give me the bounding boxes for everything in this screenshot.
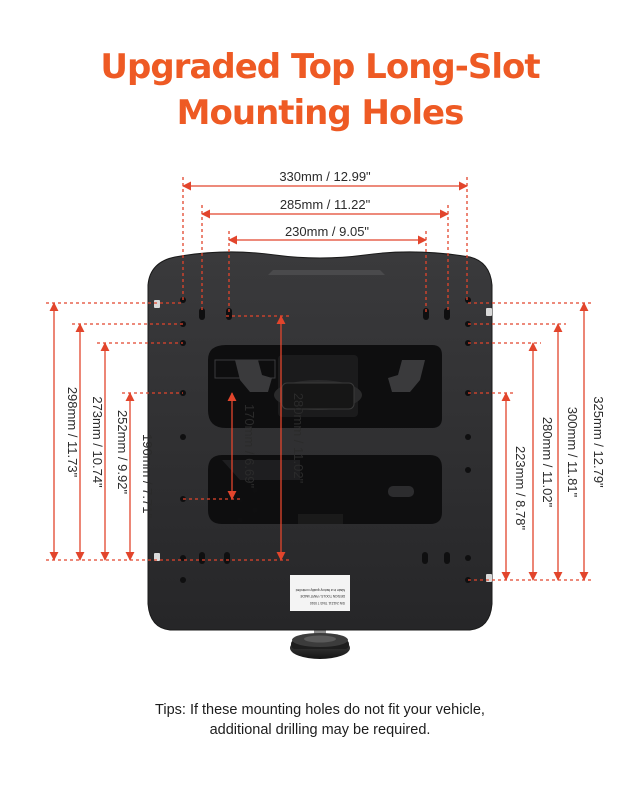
product-label bbox=[290, 575, 350, 611]
dim-325: 325mm / 12.79" bbox=[591, 396, 606, 488]
dim-196: 196mm / 7.71" bbox=[140, 433, 155, 519]
mounting-plate bbox=[148, 252, 492, 630]
dim-170: 170mm / 6.69" bbox=[242, 403, 257, 489]
label-line-2: DESIGN TOOLS / PART MADE bbox=[300, 594, 345, 598]
label-line-3: Made in a factory quality controlled bbox=[295, 588, 345, 592]
dim-285: 285mm / 11.22" bbox=[279, 197, 371, 212]
dim-298: 298mm / 11.73" bbox=[65, 386, 80, 478]
label-serial: S/N 241211 7543 7 0010 bbox=[309, 601, 345, 605]
headline-line-1: Upgraded Top Long-Slot bbox=[100, 47, 540, 87]
dim-252: 252mm / 9.92" bbox=[115, 409, 130, 495]
dim-230: 230mm / 9.05" bbox=[284, 224, 370, 239]
dim-330: 330mm / 12.99" bbox=[279, 169, 371, 184]
dim-280-center: 280mm / 11.02" bbox=[291, 392, 306, 484]
dim-223: 223mm / 8.78" bbox=[513, 445, 528, 531]
tips-line-1: Tips: If these mounting holes do not fit your vehicle, bbox=[155, 702, 485, 718]
dim-273: 273mm / 10.74" bbox=[90, 396, 105, 488]
dim-300: 300mm / 11.81" bbox=[565, 406, 580, 498]
headline-line-2: Mounting Holes bbox=[176, 93, 464, 133]
tips-line-2: additional drilling may be required. bbox=[209, 722, 431, 738]
dim-280-right: 280mm / 11.02" bbox=[540, 416, 555, 508]
